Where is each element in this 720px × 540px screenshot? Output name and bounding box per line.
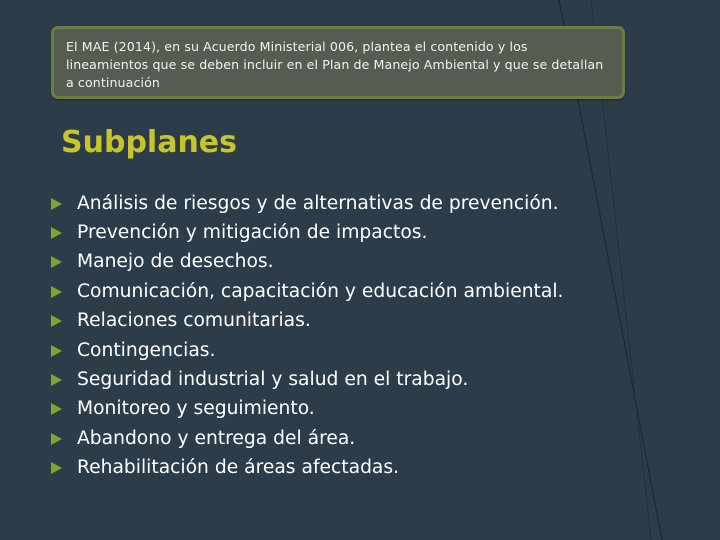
list-item-text: Comunicación, capacitación y educación ambiental.	[77, 280, 564, 302]
list-item-text: Prevención y mitigación de impactos.	[77, 222, 428, 244]
list-item	[50, 424, 710, 453]
list-item-text: Abandono y entrega del área.	[77, 427, 356, 449]
list-item	[50, 277, 710, 306]
section-title: Subplanes	[61, 125, 238, 160]
list-item	[50, 454, 710, 483]
intro-text-box	[51, 26, 625, 99]
list-item	[50, 189, 710, 218]
subplans-list	[50, 189, 710, 483]
triangle-bullet-icon	[50, 256, 62, 268]
list-item-text: Análisis de riesgos y de alternativas de prevención.	[77, 192, 559, 214]
list-item-text: Rehabilitación de áreas afectadas.	[77, 457, 400, 479]
triangle-bullet-icon	[50, 227, 62, 239]
list-item	[50, 218, 710, 247]
triangle-bullet-icon	[50, 345, 62, 357]
triangle-bullet-icon	[50, 198, 62, 210]
list-item-text: Contingencias.	[77, 339, 216, 361]
list-item-text: Seguridad industrial y salud en el trabajo.	[77, 369, 469, 391]
triangle-bullet-icon	[50, 403, 62, 415]
triangle-bullet-icon	[50, 462, 62, 474]
triangle-bullet-icon	[50, 286, 62, 298]
list-item	[50, 336, 710, 365]
list-item	[50, 365, 710, 394]
intro-text: El MAE (2014), en su Acuerdo Ministerial 006, plantea el contenido y los lineamientos que se deben incluir en el Plan de Manejo Ambiental y que se detallan a continuación	[66, 39, 604, 90]
list-item-text: Monitoreo y seguimiento.	[77, 398, 315, 420]
list-item-text: Relaciones comunitarias.	[77, 310, 311, 332]
list-item	[50, 307, 710, 336]
triangle-bullet-icon	[50, 374, 62, 386]
triangle-bullet-icon	[50, 315, 62, 327]
triangle-bullet-icon	[50, 433, 62, 445]
list-item	[50, 248, 710, 277]
list-item	[50, 395, 710, 424]
list-item-text: Manejo de desechos.	[77, 251, 274, 273]
